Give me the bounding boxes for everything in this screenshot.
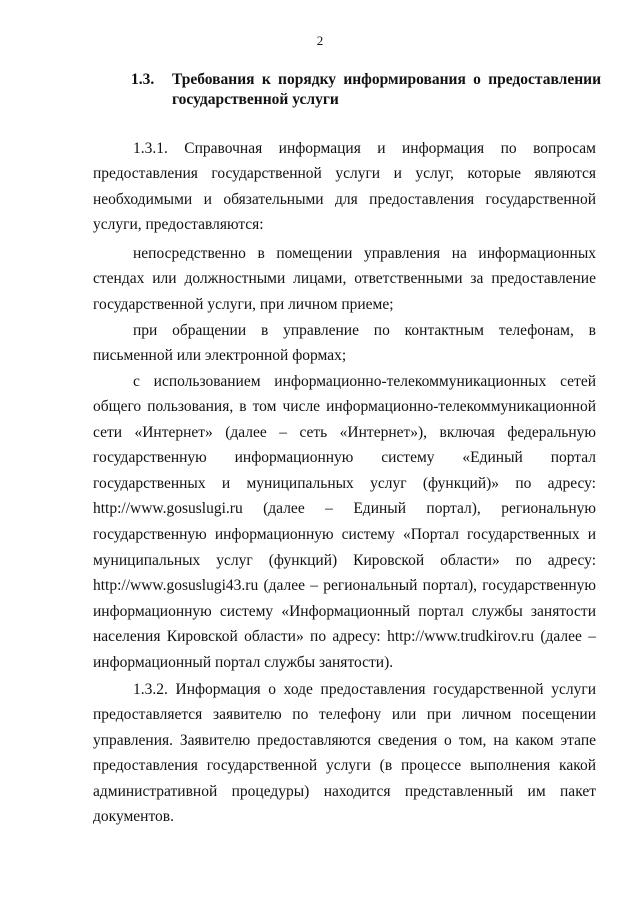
- paragraph-1-3-1: 1.3.1. Справочная информация и информация по вопросам предоставления государственной услуги и услуг, которые являются необходимыми и обязательными для предоставления государственной услуги, предоставляются:: [93, 139, 596, 234]
- section-title: Требования к порядку информирования о предоставлении государственной услуги: [172, 71, 601, 108]
- paragraph-premises-info: непосредственно в помещении управления на информационных стендах или должностными лицами, ответственными за предоставление государственной услуги, при личном приеме;: [93, 244, 596, 313]
- paragraph-phone-info: при обращении в управление по контактным телефонам, в письменной или электронной формах;: [93, 321, 596, 365]
- paragraph-internet-info: с использованием информационно-телекоммуникационных сетей общего пользования, в том числе информационно-телекоммуникационной сети «Интернет» (далее – сеть «Интернет»), включая федеральную государственную информационную систему «Единый портал государственных и муниципальных услуг (функций)» по адресу: http://www.gosuslugi.ru (далее – Единый портал), региональную государственную информационную систему «Портал государственных и муниципальных услуг (функций) Кировской области» по адресу: http://www.gosuslugi43.ru (далее – региональный портал), государственную информационную систему «Информационный портал службы занятости населения Кировской области» по адресу: http://www.trudkirov.ru (далее – информационный портал службы занятости).: [93, 372, 596, 672]
- paragraph-1-3-2: 1.3.2. Информация о ходе предоставления государственной услуги предоставляется заявителю по телефону или при личном посещении управления. Заявителю предоставляются сведения о том, на каком этапе предоставления государственной услуги (в процессе выполнения какой административной процедуры) находится представленный им пакет документов.: [93, 680, 596, 826]
- section-heading: [131, 70, 601, 110]
- section-number: 1.3.: [131, 71, 155, 88]
- page-number: 2: [316, 33, 324, 48]
